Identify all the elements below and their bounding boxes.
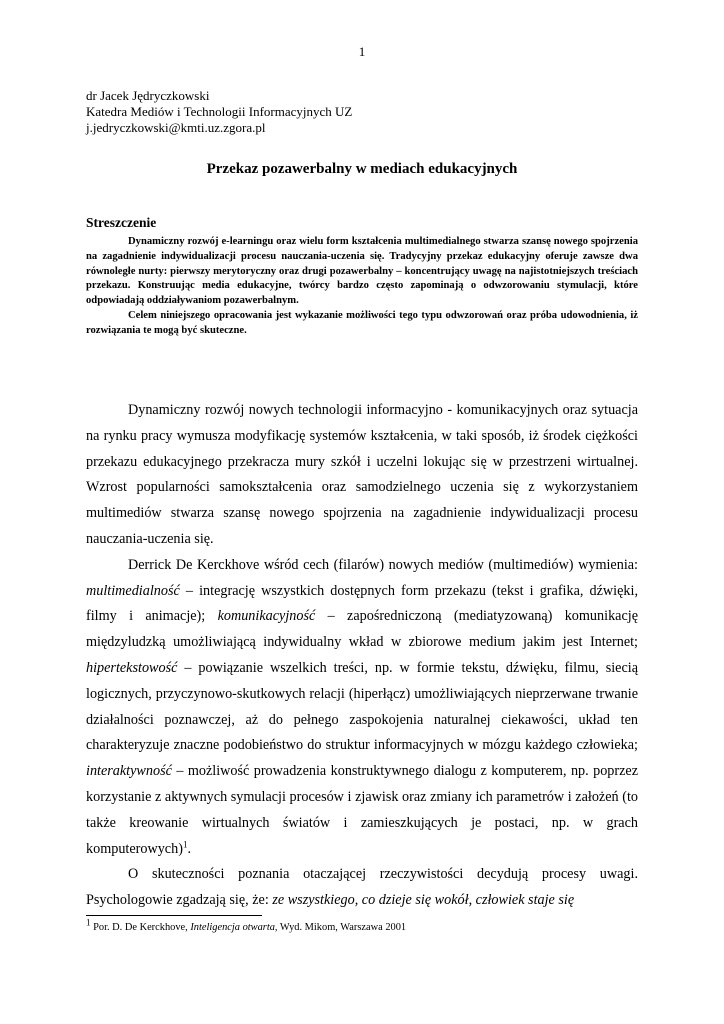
text-span: – integrację wszystkich dostępnych form przekazu (tekst i grafika, dźwięki, filmy i animacje); <box>86 582 638 625</box>
abstract-paragraph-1: Dynamiczny rozwój e-learningu oraz wielu form kształcenia multimedialnego stwarza szansę nowego spojrzenia na zagadnienie indywidualizacji procesu nauczania-uczenia się. Tradycyjny przekaz edukacyjny oferuje zawsze dwa równoległe nurty: pierwszy merytoryczny oraz drugi pozawerbalny – koncentrujący uwagę na najistotniejszych treściach przekazu. Konstruując media edukacyjne, twórcy bardzo często zapominają o odwzorowaniu stymulacji, które odpowiadają oddziaływaniom pozawerbalnym. <box>86 236 638 307</box>
text-span: O skuteczności poznania otaczającej rzeczywistości decydują procesy uwagi. Psychologowie zgadzają się, że: <box>86 866 638 909</box>
term-komunikacyjnosc: komunikacyjność <box>217 608 316 625</box>
page-number: 1 <box>358 44 366 59</box>
text-span: – powiązanie wszelkich treści, np. w formie tekstu, dźwięku, filmu, siecią logicznych, przyczynowo-skutkowych relacji (hiperłącz) umożliwiających nieprzerwane trwanie działalności poznawczej, aż do pełnego zaspokojenia naturalnej ciekawości, układ ten charakteryzuje znaczne podobieństwo do struktur informacyjnych w mózgu każdego człowieka; <box>86 659 638 754</box>
text-span: Derrick De Kerckhove wśród cech (filarów) nowych mediów (multimediów) wymienia: <box>128 556 638 573</box>
body-paragraph-2 <box>86 553 638 863</box>
term-interaktywnosc: interaktywność <box>86 763 172 780</box>
footnote-book-title: Inteligencja otwarta <box>190 922 275 933</box>
text-span: – możliwość prowadzenia konstruktywnego dialogu z komputerem, np. poprzez korzystanie z aktywnych symulacji procesów i zjawisk oraz zmiany ich parametrów i założeń (to także kreowanie wirtualnych światów i zamieszkujących je postaci, np. w grach komputerowych) <box>86 763 638 857</box>
body-text <box>86 398 638 914</box>
author-email: j.jedryczkowski@kmti.uz.zgora.pl <box>86 120 266 135</box>
footnote <box>86 917 638 933</box>
term-multimedialnosc: multimedialność <box>86 582 180 599</box>
footnote-mark: 1 <box>86 917 91 928</box>
author-affiliation: Katedra Mediów i Technologii Informacyjnych UZ <box>86 104 353 119</box>
term-hipertekstowosc: hipertekstowość <box>86 659 178 676</box>
footnote-divider <box>86 915 262 916</box>
author-name: dr Jacek Jędryczkowski <box>86 88 210 103</box>
quote: ze wszystkiego, co dzieje się wokół, człowiek staje się <box>272 892 575 909</box>
text-span: – zapośredniczoną (mediatyzowaną) komunikację międzyludzką umożliwiającą indywidualny wkład w zbiorowe medium jakim jest Internet; <box>86 608 638 651</box>
body-paragraph-3 <box>86 862 638 914</box>
footnote-reference: 1 <box>182 838 188 849</box>
abstract <box>86 235 638 339</box>
abstract-paragraph-2: Celem niniejszego opracowania jest wykazanie możliwości tego typu odwzorowań oraz próba udowodnienia, iż rozwiązania te mogą być skuteczne. <box>86 309 638 336</box>
abstract-heading: Streszczenie <box>86 215 157 230</box>
text-span: Por. D. De Kerckhove, <box>90 922 191 933</box>
text-span: . <box>187 840 191 857</box>
paper-title: Przekaz pozawerbalny w mediach edukacyjnych <box>206 161 518 177</box>
body-paragraph-1: Dynamiczny rozwój nowych technologii informacyjno - komunikacyjnych oraz sytuacja na rynku pracy wymusza modyfikację systemów kształcenia, w taki sposób, iż środek ciężkości przekazu edukacyjnego przekracza mury szkół i uczelni lokując się w przestrzeni wirtualnej. Wzrost popularności samokształcenia oraz samodzielnego uczenia się z wykorzystaniem multimediów stwarza szansę nowego spojrzenia na zagadnienie indywidualizacji procesu nauczania-uczenia się. <box>86 402 638 547</box>
text-span: , Wyd. Mikom, Warszawa 2001 <box>274 922 407 933</box>
author-block <box>86 88 352 136</box>
